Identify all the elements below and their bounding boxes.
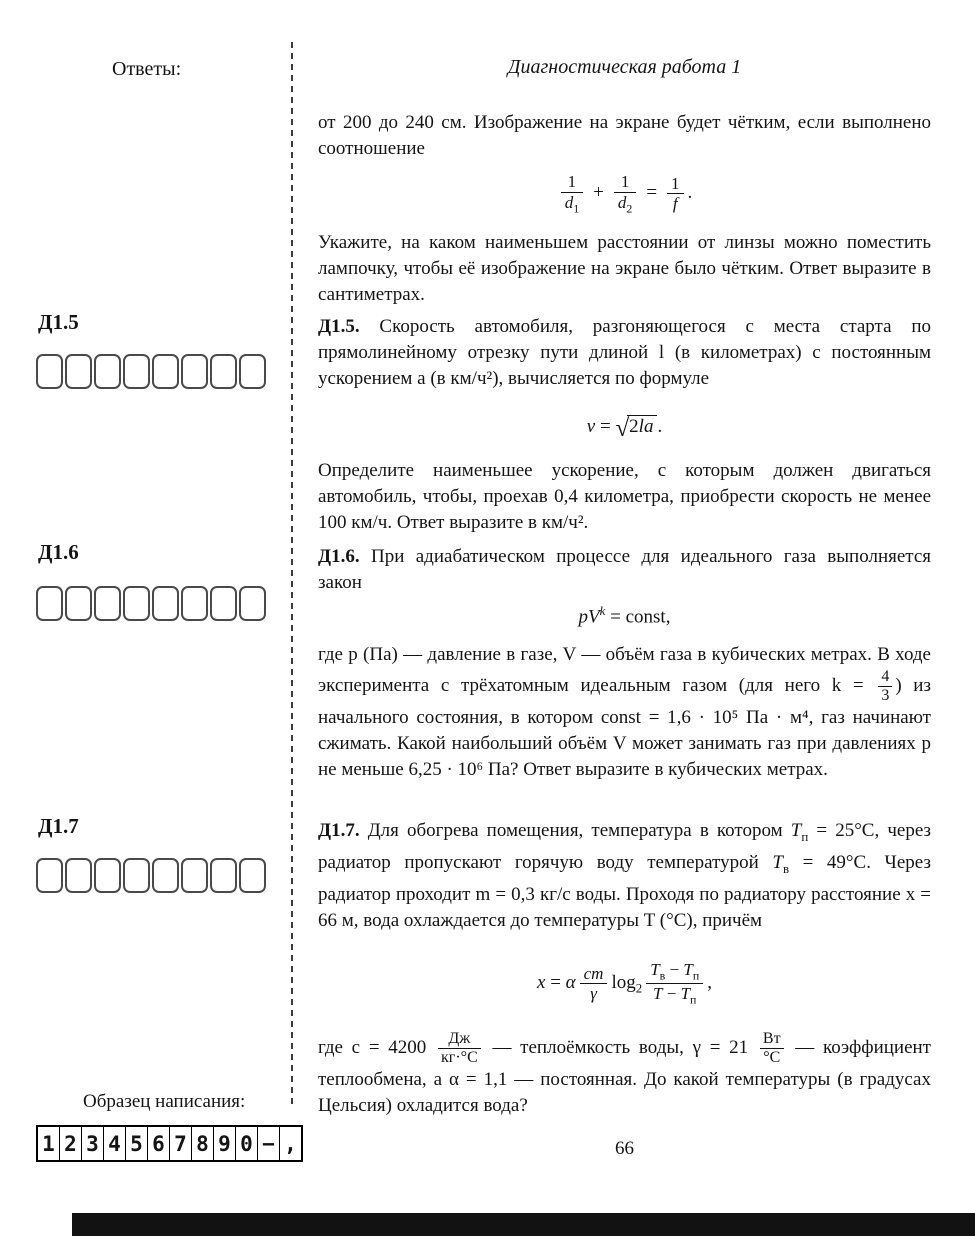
sample-char: 5 xyxy=(126,1127,148,1160)
sample-char: 1 xyxy=(38,1127,60,1160)
sample-writing-label: Образец написания: xyxy=(83,1091,246,1112)
answer-cells-d15 xyxy=(36,354,266,389)
formula-period: . xyxy=(687,182,693,204)
sample-char: − xyxy=(258,1127,280,1160)
speed-formula xyxy=(318,414,931,442)
answer-cells-d17 xyxy=(36,858,266,893)
text-segment: = 25°C, через радиатор пропускают горячую воду температурой xyxy=(318,820,932,873)
answer-cell xyxy=(152,354,179,389)
cooling-formula xyxy=(318,960,931,1007)
log-function: log xyxy=(611,971,636,993)
text-segment: Для обогрева помещения, температура в котором xyxy=(367,820,791,841)
sample-char: 3 xyxy=(82,1127,104,1160)
answer-cell xyxy=(239,354,266,389)
answer-cell xyxy=(181,586,208,621)
text-segment: — теплоёмкость воды, γ = 21 xyxy=(483,1036,757,1058)
answers-header: Ответы: xyxy=(112,58,182,80)
sample-char: 4 xyxy=(104,1127,126,1160)
answer-cell xyxy=(152,858,179,893)
answer-cell xyxy=(210,586,237,621)
answer-cell xyxy=(65,858,92,893)
sample-char: 9 xyxy=(214,1127,236,1160)
sample-writing-strip xyxy=(36,1125,303,1162)
inline-fraction: $\frac{Дж}{кг\cdot^\circ C}$ xyxy=(438,1030,481,1067)
var-v: v xyxy=(586,416,596,437)
sample-char: 2 xyxy=(60,1127,82,1160)
sample-char: 7 xyxy=(170,1127,192,1160)
var-T: T xyxy=(772,851,783,873)
inline-fraction: $\frac{Вт}{^\circ C}$ xyxy=(760,1030,784,1067)
answer-cells-d16 xyxy=(36,586,266,621)
problem-text: Скорость автомобиля, разгоняющегося с места старта по прямолинейному отрезку пути длиной l (в километрах) с постоянным ускорением a (в км/ч²), вычисляется по формуле xyxy=(318,316,931,389)
answer-cell xyxy=(36,586,63,621)
answer-cell xyxy=(210,858,237,893)
sample-char: 0 xyxy=(236,1127,258,1160)
answer-cell xyxy=(123,858,150,893)
problem-number: Д1.6. xyxy=(318,546,360,567)
column-divider xyxy=(291,42,293,1108)
text-segment: где c = 4200 xyxy=(318,1036,435,1058)
problem-d17 xyxy=(318,818,931,934)
lens-formula xyxy=(318,172,931,216)
answer-cell xyxy=(36,858,63,893)
paragraph-lens-intro: от 200 до 240 см. Изображение на экране будет чётким, если выполнено соотношение xyxy=(318,112,931,159)
square-root: √2la xyxy=(615,414,657,442)
var-pV: pV xyxy=(578,606,600,628)
main-content xyxy=(318,0,931,1239)
paragraph-lens-question: Укажите, на каком наименьшем расстоянии от линзы можно поместить лампочку, чтобы её изображение на экране было чётким. Ответ выразите в сантиметрах. xyxy=(318,232,931,305)
equals-operator: = xyxy=(545,971,566,993)
answer-cell xyxy=(65,354,92,389)
problem-d15 xyxy=(318,314,931,392)
var-alpha: α xyxy=(565,971,576,993)
exponent-k: k xyxy=(599,603,606,618)
page-title: Диагностическая работа 1 xyxy=(507,56,742,78)
answer-cell xyxy=(65,586,92,621)
answer-label-d15: Д1.5 xyxy=(38,310,79,334)
answer-cell xyxy=(123,586,150,621)
answer-cell xyxy=(94,586,121,621)
answer-cell xyxy=(181,858,208,893)
fraction: $\frac{1}{d_2}$ xyxy=(614,172,636,216)
sample-char: 8 xyxy=(192,1127,214,1160)
text-segment: ) из начального состояния, в котором const = 1,6 · 10⁵ Па · м⁴, газ начинают сжимать. Какой наибольший объём V может занимать газ при давлениях p не меньше 6,25 · 10⁶ Па? Ответ выразите в кубических метрах. xyxy=(318,674,931,780)
log-base: 2 xyxy=(635,980,643,996)
answer-cell xyxy=(94,354,121,389)
fraction: $\frac{cm}{\gamma}$ xyxy=(580,964,608,1004)
formula-comma: , xyxy=(707,971,712,993)
answer-label-d17: Д1.7 xyxy=(38,814,79,838)
inline-fraction: $\frac{4}{3}$ xyxy=(878,668,892,705)
answer-cell xyxy=(239,858,266,893)
problem-d16 xyxy=(318,544,931,596)
equals-operator: = xyxy=(595,416,616,437)
plus-operator: + xyxy=(593,182,604,204)
answer-cell xyxy=(239,586,266,621)
fraction: $\frac{1}{d_1}$ xyxy=(561,172,583,216)
radical-sign: √ xyxy=(615,415,630,442)
answer-cell xyxy=(123,354,150,389)
paragraph-d15-question: Определите наименьшее ускорение, с которым должен двигаться автомобиль, чтобы, проехав 0,4 километра, приобрести скорость не менее 100 км/ч. Ответ выразите в км/ч². xyxy=(318,460,931,533)
equals-operator: = xyxy=(646,182,658,204)
sample-char: , xyxy=(284,1131,297,1156)
answer-label-d16: Д1.6 xyxy=(38,540,79,564)
subscript: в xyxy=(782,860,790,876)
text-segment: = 49°C. Через радиатор проходит m = 0,3 кг/с воды. Проходя по радиатору расстояние x = 66 м, вода охлаждается до температуры T (°C), причём xyxy=(318,851,931,931)
paragraph-d16-question xyxy=(318,642,931,783)
var-x: x xyxy=(537,971,546,993)
page-bottom-edge xyxy=(72,1213,975,1236)
answer-cell xyxy=(94,858,121,893)
sample-char: 6 xyxy=(148,1127,170,1160)
adiabatic-formula xyxy=(318,598,931,630)
answer-cell xyxy=(36,354,63,389)
fraction: $\frac{T_в - T_п}{T - T_п}$ xyxy=(646,960,703,1007)
problem-text: При адиабатическом процессе для идеального газа выполняется закон xyxy=(318,546,931,593)
fraction: $\frac{1}{f}$ xyxy=(667,174,684,214)
problem-number: Д1.5. xyxy=(318,316,360,337)
subscript: п xyxy=(801,828,809,844)
answer-cell xyxy=(181,354,208,389)
answer-cell xyxy=(152,586,179,621)
text-segment: где p (Па) — давление в газе, V — объём газа в кубических метрах. В ходе эксперимента с трёхатомным идеальным газом (для него k = xyxy=(318,644,931,696)
text-segment: — коэффициент теплообмена, а α = 1,1 — постоянная. До какой температуры (в градусах Цельсия) охладится вода? xyxy=(318,1036,931,1116)
var-T: T xyxy=(790,820,802,841)
formula-period: . xyxy=(657,416,663,437)
formula-rhs: = const, xyxy=(605,606,671,628)
answer-cell xyxy=(210,354,237,389)
page-number: 66 xyxy=(615,1138,634,1159)
problem-number: Д1.7. xyxy=(318,820,360,841)
paragraph-d17-question xyxy=(318,1030,931,1119)
